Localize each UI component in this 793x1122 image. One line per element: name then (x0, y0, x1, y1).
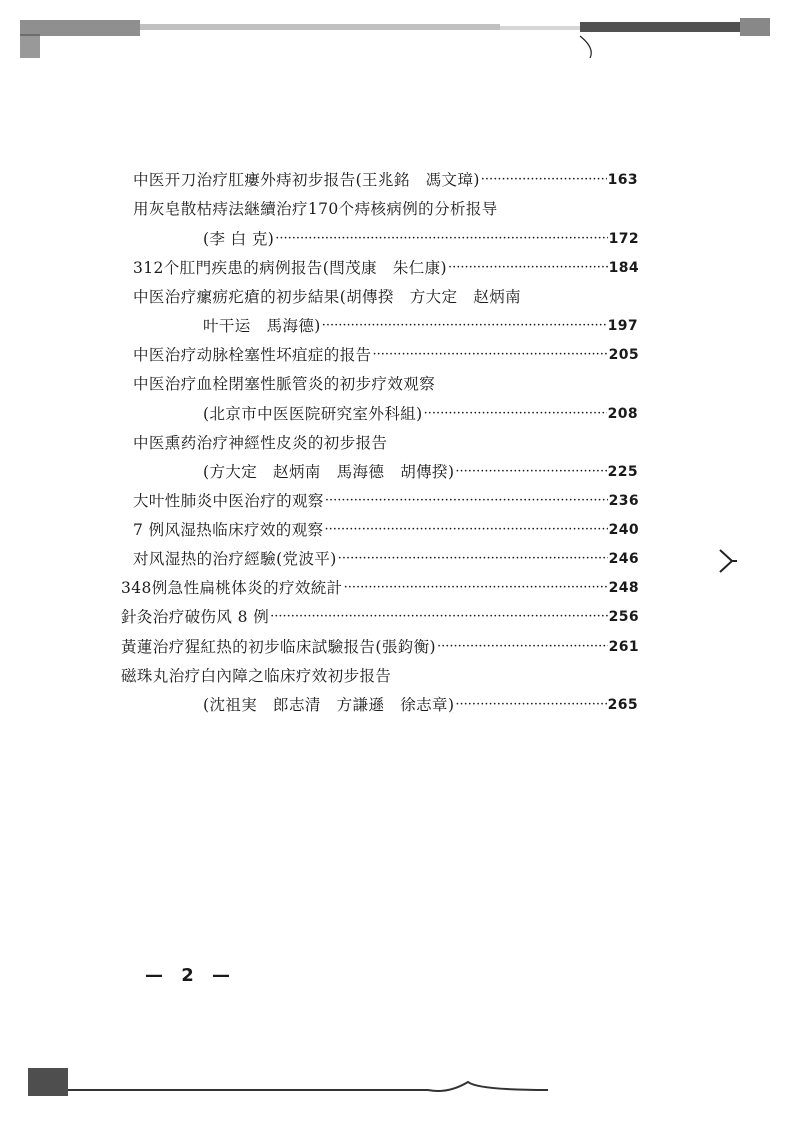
toc-page-number: 208 (607, 406, 638, 422)
toc-page-number: 246 (608, 551, 639, 567)
toc-entry (133, 255, 639, 281)
toc-entry-title: 用灰皂散枯痔法継續治疗170个痔核病例的分析报导 (133, 200, 498, 218)
toc-entry-title: (沈祖実 郎志清 方謙遜 徐志章) (203, 696, 455, 714)
toc-entry-title: 針灸治疗破伤风 8 例 (121, 608, 270, 626)
toc-entry (203, 459, 638, 485)
dot-leader (455, 459, 606, 485)
toc-entry (133, 517, 639, 543)
toc-page-number: 163 (607, 172, 638, 188)
dot-leader (424, 401, 607, 427)
toc-entry (133, 546, 639, 572)
toc-page-number: 256 (608, 609, 639, 625)
dot-leader (437, 634, 608, 660)
scan-noise-bottom (28, 1060, 588, 1100)
toc-page-number: 197 (607, 318, 638, 334)
toc-entry-title: 中医治疗动脉栓塞性坏疽症的报告 (133, 346, 372, 364)
toc-entry (121, 575, 639, 601)
toc-entry-title: 叶干运 馬海德) (203, 317, 321, 335)
toc-entry-title: (北京市中医医院研究室外科組) (203, 405, 423, 423)
toc-page-number: 236 (608, 493, 639, 509)
toc-page-number: 225 (607, 464, 638, 480)
toc-entry (133, 430, 387, 456)
toc-entry-title: 黃蓮治疗猩紅热的初步临床試驗报告(張鈞衡) (121, 638, 436, 656)
toc-entry-title: 中医治疗瘰疬疕瘡的初步結果(胡傳揆 方大定 赵炳南 (133, 288, 522, 306)
toc-entry-title: 348例急性扁桃体炎的疗效統計 (121, 579, 343, 597)
toc-entry (133, 167, 638, 193)
toc-page-number: 240 (608, 522, 639, 538)
dot-leader (325, 517, 608, 543)
toc-entry-title: 磁珠丸治疗白內障之临床疗效初步报告 (121, 667, 392, 685)
toc-entry (121, 634, 639, 660)
toc-entry-title: 312个肛門疾患的病例报告(閆茂康 朱仁康) (133, 259, 447, 277)
dot-leader (325, 488, 608, 514)
toc-entry (203, 401, 638, 427)
toc-entry-title: (方大定 赵炳南 馬海德 胡傳揆) (203, 463, 455, 481)
toc-entry-title: 中医治疗血栓閉塞性脈管炎的初步疗效观察 (133, 375, 436, 393)
dot-leader (344, 575, 608, 601)
dot-leader (448, 255, 608, 281)
toc-entry-title: 中医熏药治疗神經性皮炎的初步报告 (133, 434, 388, 452)
toc-entry (121, 604, 639, 630)
toc-entry (133, 488, 639, 514)
toc-entry-title: 大叶性肺炎中医治疗的观察 (133, 492, 324, 510)
toc-entry (121, 663, 391, 689)
toc-page-number: 205 (608, 347, 639, 363)
dot-leader (270, 604, 607, 630)
dot-leader (455, 692, 606, 718)
dot-leader (275, 226, 607, 252)
toc-entry-title: 7 例风湿热临床疗效的观察 (133, 521, 324, 539)
toc-entry-title: (李 白 克) (203, 230, 275, 248)
dot-leader (338, 546, 608, 572)
toc-entry (133, 342, 639, 368)
toc-page-number: 248 (608, 580, 639, 596)
page-number-footer: — 2 — (145, 965, 237, 986)
margin-mark (718, 548, 738, 574)
toc-page-number: 265 (607, 697, 638, 713)
dot-leader (322, 313, 607, 339)
toc-entry-title: 对风湿热的治疗經驗(党波平) (133, 550, 337, 568)
toc-page-number: 172 (608, 231, 639, 247)
toc-page-number: 184 (608, 260, 639, 276)
dot-leader (481, 167, 607, 193)
toc-entry (203, 226, 639, 252)
toc-entry (203, 313, 638, 339)
toc-entry (133, 196, 498, 222)
toc-entry (203, 692, 638, 718)
toc-entry-title: 中医开刀治疗肛瘻外痔初步报告(王兆銘 馮文璋) (133, 171, 480, 189)
dot-leader (373, 342, 608, 368)
toc-entry (133, 284, 521, 310)
toc-entry (133, 371, 435, 397)
toc-page-number: 261 (608, 639, 639, 655)
